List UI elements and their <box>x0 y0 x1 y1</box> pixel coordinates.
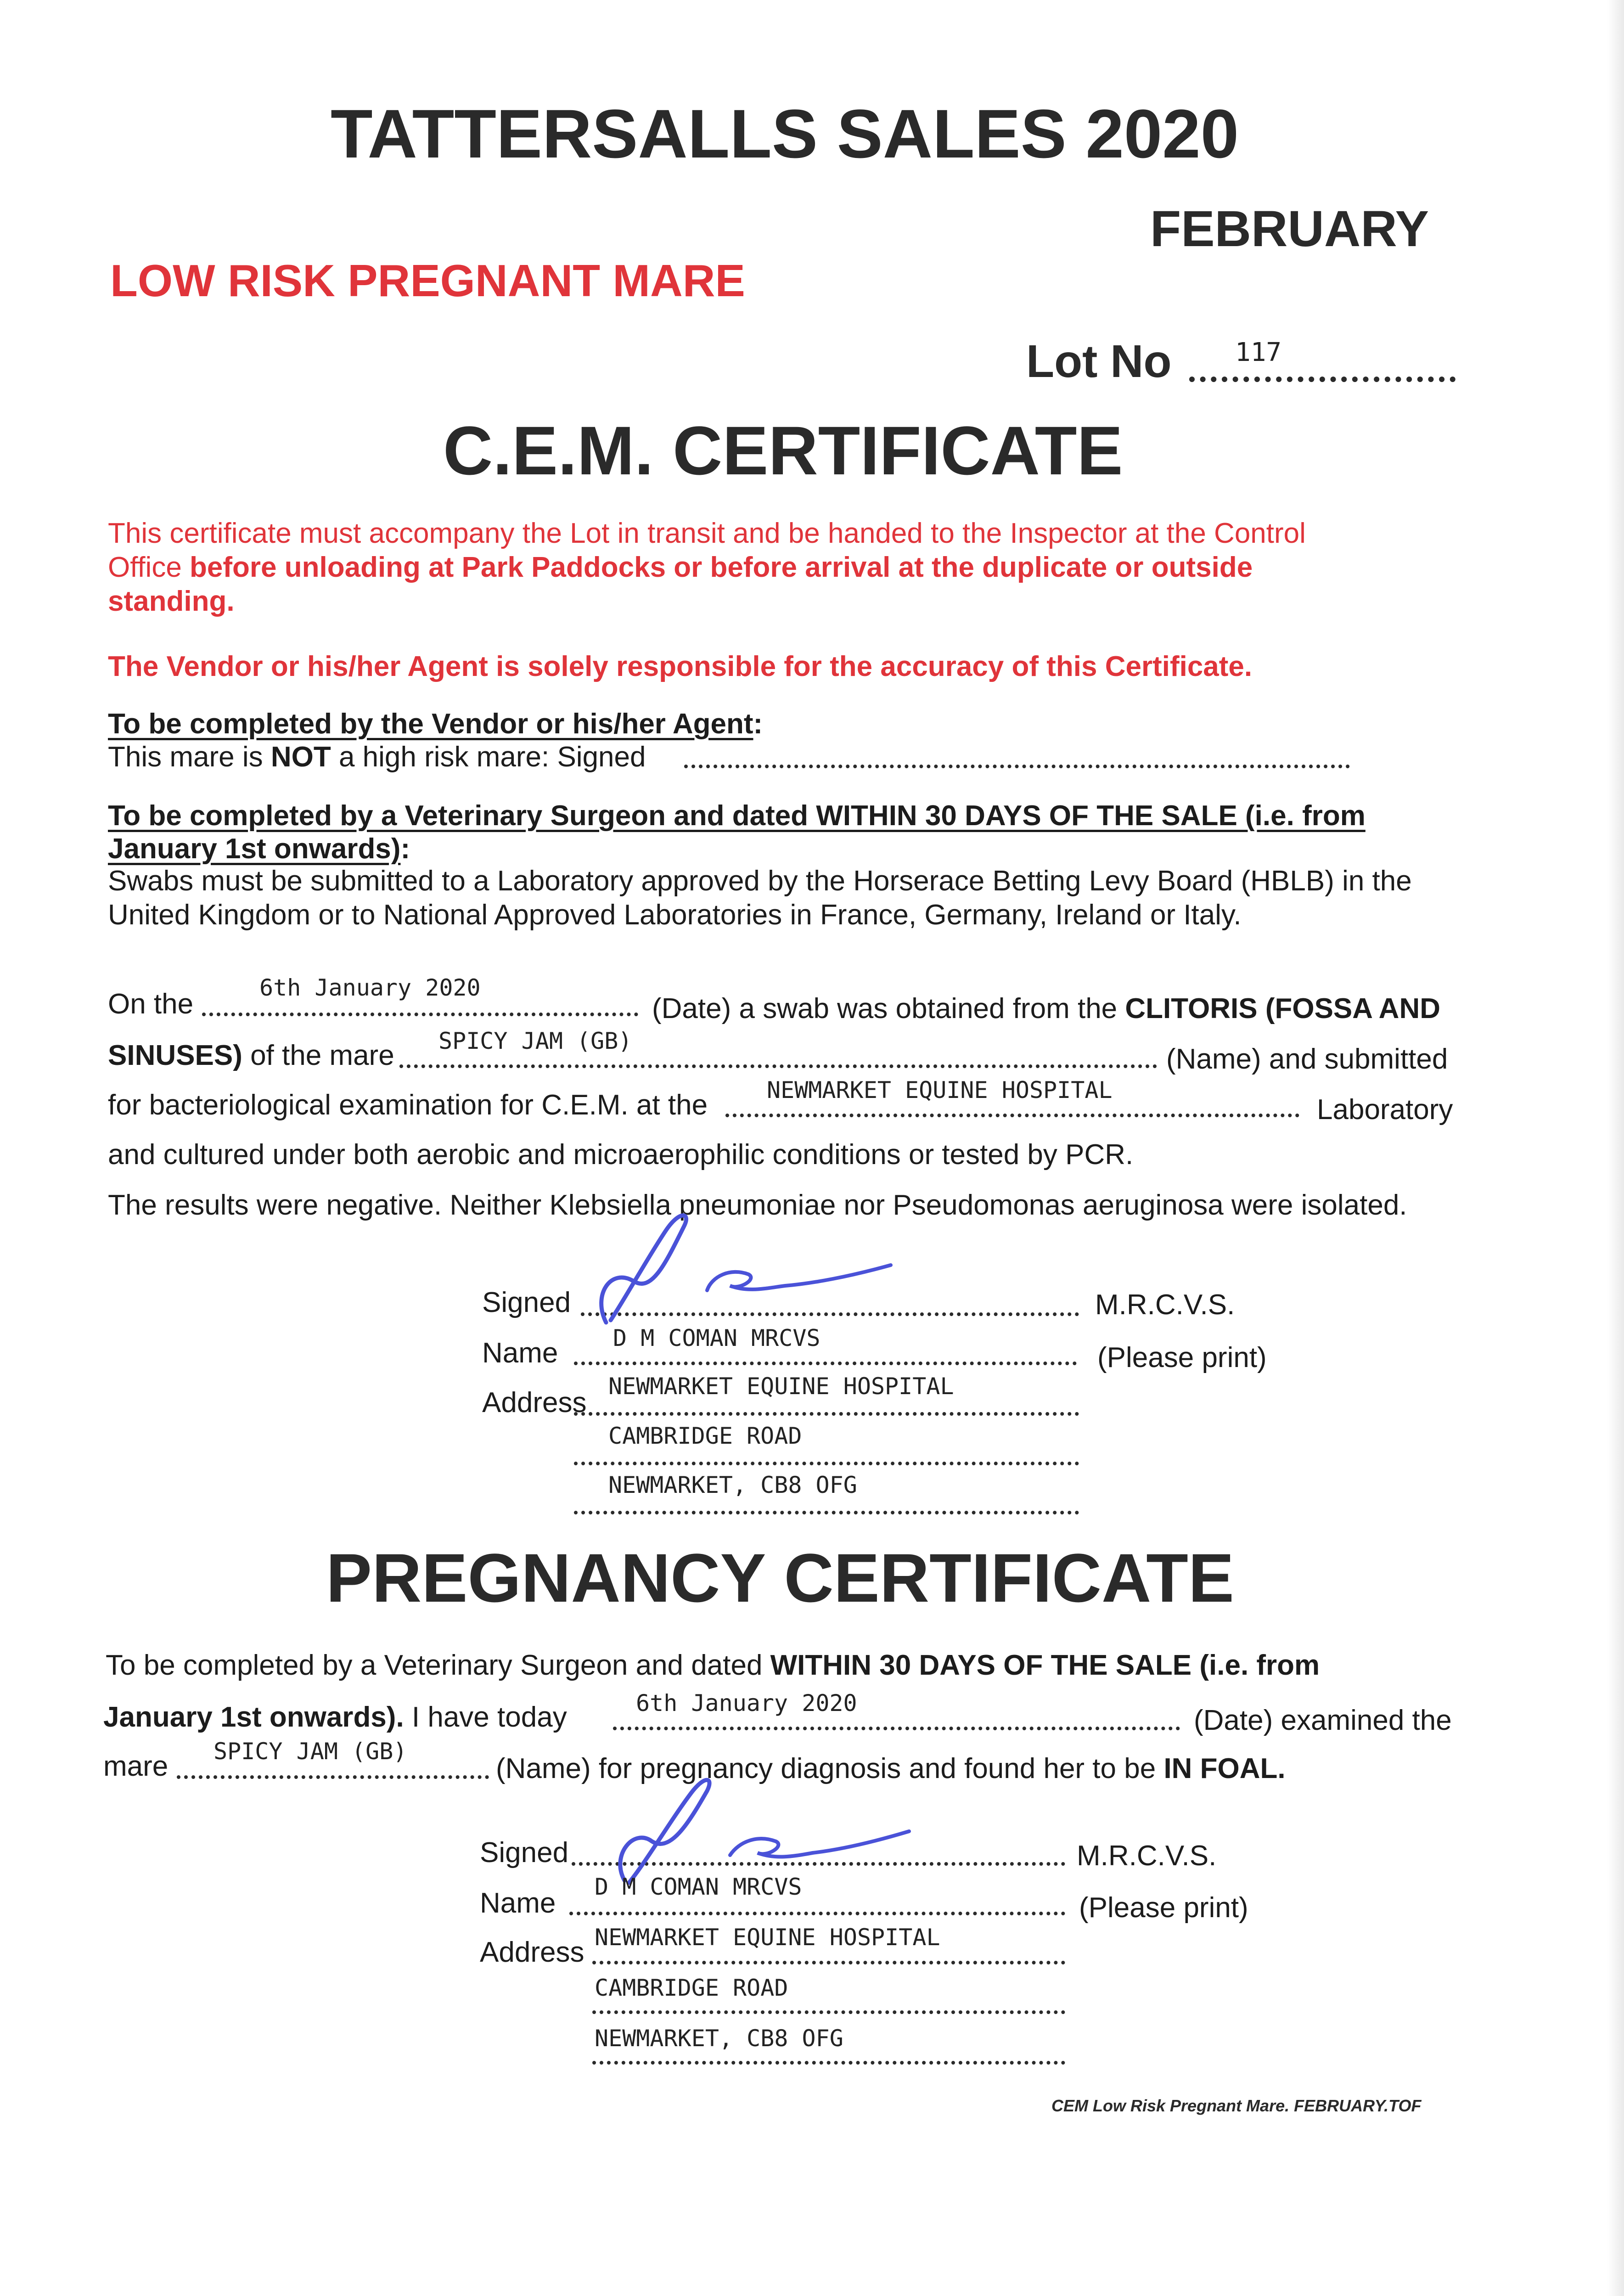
cem-address-label: Address <box>482 1387 587 1418</box>
cem-please-print: (Please print) <box>1097 1342 1267 1373</box>
vet-heading-colon: : <box>400 833 410 865</box>
vendor-heading <box>108 707 763 741</box>
cem-address-3: NEWMARKET, CB8 OFG <box>608 1472 857 1498</box>
lot-number: 117 <box>1235 338 1282 367</box>
cem-name-line <box>574 1362 1077 1365</box>
preg-address-3: NEWMARKET, CB8 OFG <box>595 2025 843 2052</box>
cem-name-label: Name <box>482 1337 558 1369</box>
vendor-statement <box>108 740 646 774</box>
sale-month: FEBRUARY <box>1150 201 1429 257</box>
vet-heading-text2: January 1st onwards) <box>108 833 401 865</box>
name-submitted: (Name) and submitted <box>1166 1043 1448 1075</box>
preg-name-label: Name <box>480 1887 556 1919</box>
preg-diagnosis-text: (Name) for pregnancy diagnosis and found her to be <box>496 1753 1164 1784</box>
lot-dotted-line <box>1189 377 1455 382</box>
preg-address-1: NEWMARKET EQUINE HOSPITAL <box>595 1924 940 1951</box>
preg-in-foal: IN FOAL. <box>1163 1753 1286 1784</box>
preg-jan-onwards: January 1st onwards). <box>103 1701 404 1733</box>
vendor-not: NOT <box>270 741 331 773</box>
sales-title: TATTERSALLS SALES 2020 <box>331 95 1239 172</box>
preg-line1 <box>106 1649 1320 1683</box>
preg-please-print: (Please print) <box>1079 1892 1248 1924</box>
swabs-line1: Swabs must be submitted to a Laboratory approved by the Horserace Betting Levy Board (HBLB) in the <box>108 865 1412 897</box>
cem-notice-bold: before unloading at Park Paddocks or before arrival at the duplicate or outside <box>190 551 1253 583</box>
preg-mare-label: mare <box>103 1750 169 1782</box>
cem-notice-line2 <box>108 551 1253 585</box>
preg-mare-name: SPICY JAM (GB) <box>214 1738 407 1765</box>
cem-signed-label: Signed <box>482 1287 571 1318</box>
preg-date-suffix: (Date) examined the <box>1194 1705 1452 1736</box>
cem-address-1: NEWMARKET EQUINE HOSPITAL <box>608 1373 954 1400</box>
swab-date-suffix <box>652 992 1440 1026</box>
cem-address-2: CAMBRIDGE ROAD <box>608 1423 802 1449</box>
swab-date-line <box>202 1013 638 1016</box>
clitoris-text: CLITORIS (FOSSA AND <box>1125 993 1440 1024</box>
form-reference: CEM Low Risk Pregnant Mare. FEBRUARY.TOF <box>1051 2096 1422 2115</box>
of-the-mare-text: of the mare <box>242 1040 394 1071</box>
preg-line1-text: To be completed by a Veterinary Surgeon and dated <box>106 1649 770 1681</box>
vendor-signature-line[interactable] <box>684 765 1350 768</box>
preg-name-line <box>569 1912 1065 1915</box>
mare-category: LOW RISK PREGNANT MARE <box>110 255 745 306</box>
preg-date-line <box>613 1727 1180 1730</box>
cem-vet-name: D M COMAN MRCVS <box>613 1325 820 1351</box>
sinuses-text: SINUSES) <box>108 1040 242 1071</box>
swabs-line2: United Kingdom or to National Approved Laboratories in France, Germany, Ireland or Italy. <box>108 899 1242 931</box>
vet-heading-text1: To be completed by a Veterinary Surgeon and dated WITHIN 30 DAYS OF THE SALE (i.e. from <box>108 800 1366 832</box>
preg-address-line3 <box>592 2061 1065 2065</box>
vendor-text-b: a high risk mare: Signed <box>331 741 646 773</box>
vendor-heading-colon: : <box>753 708 763 740</box>
cem-mrcvs-label: M.R.C.V.S. <box>1095 1289 1235 1321</box>
vet-heading-line2 <box>108 832 410 866</box>
page-edge-shadow <box>1607 0 1624 2296</box>
cem-signature <box>574 1212 905 1332</box>
cem-address-line2 <box>574 1462 1079 1465</box>
cem-address-line1 <box>574 1412 1079 1416</box>
results-text: The results were negative. Neither Klebsiella pneumoniae nor Pseudomonas aeruginosa were isolated. <box>108 1189 1407 1221</box>
preg-vet-name: D M COMAN MRCVS <box>595 1874 802 1900</box>
cem-notice-line1: This certificate must accompany the Lot in transit and be handed to the Inspector at the Control <box>108 518 1306 549</box>
vet-heading-line1 <box>108 799 1366 833</box>
swab-text: (Date) a swab was obtained from the <box>652 993 1125 1024</box>
lab-value: NEWMARKET EQUINE HOSPITAL <box>767 1077 1113 1103</box>
sinuses-line <box>108 1039 394 1073</box>
preg-signed-label: Signed <box>480 1837 569 1868</box>
preg-address-line2 <box>592 2010 1065 2014</box>
cem-mare-name: SPICY JAM (GB) <box>438 1028 632 1054</box>
preg-address-label: Address <box>480 1936 584 1968</box>
lot-label: Lot No <box>1026 336 1172 387</box>
preg-exam-date: 6th January 2020 <box>636 1690 857 1716</box>
cultured-text: and cultured under both aerobic and microaerophilic conditions or tested by PCR. <box>108 1139 1134 1171</box>
swab-date-value: 6th January 2020 <box>259 974 481 1001</box>
vendor-responsibility: The Vendor or his/her Agent is solely responsible for the accuracy of this Certificate. <box>108 651 1253 682</box>
vendor-text-a: This mare is <box>108 741 271 773</box>
cem-notice-office: Office <box>108 551 190 583</box>
on-the-label: On the <box>108 988 194 1020</box>
preg-today-text: I have today <box>404 1701 567 1733</box>
cem-mare-name-line <box>399 1064 1157 1068</box>
lab-line <box>725 1114 1299 1117</box>
pregnancy-title: PREGNANCY CERTIFICATE <box>326 1539 1234 1616</box>
preg-mare-name-line <box>177 1775 489 1779</box>
preg-line2 <box>103 1700 567 1734</box>
preg-line1-bold: WITHIN 30 DAYS OF THE SALE (i.e. from <box>770 1649 1320 1681</box>
bact-exam-text: for bacteriological examination for C.E.M. at the <box>108 1089 708 1121</box>
preg-mrcvs-label: M.R.C.V.S. <box>1077 1840 1217 1872</box>
preg-address-2: CAMBRIDGE ROAD <box>595 1975 788 2001</box>
cem-title: C.E.M. CERTIFICATE <box>443 412 1123 489</box>
cem-address-line3 <box>574 1511 1079 1514</box>
preg-address-line1 <box>592 1961 1065 1964</box>
cem-notice-line3: standing. <box>108 585 235 617</box>
laboratory-label: Laboratory <box>1317 1094 1453 1125</box>
vendor-heading-text: To be completed by the Vendor or his/her Agent <box>108 708 753 740</box>
